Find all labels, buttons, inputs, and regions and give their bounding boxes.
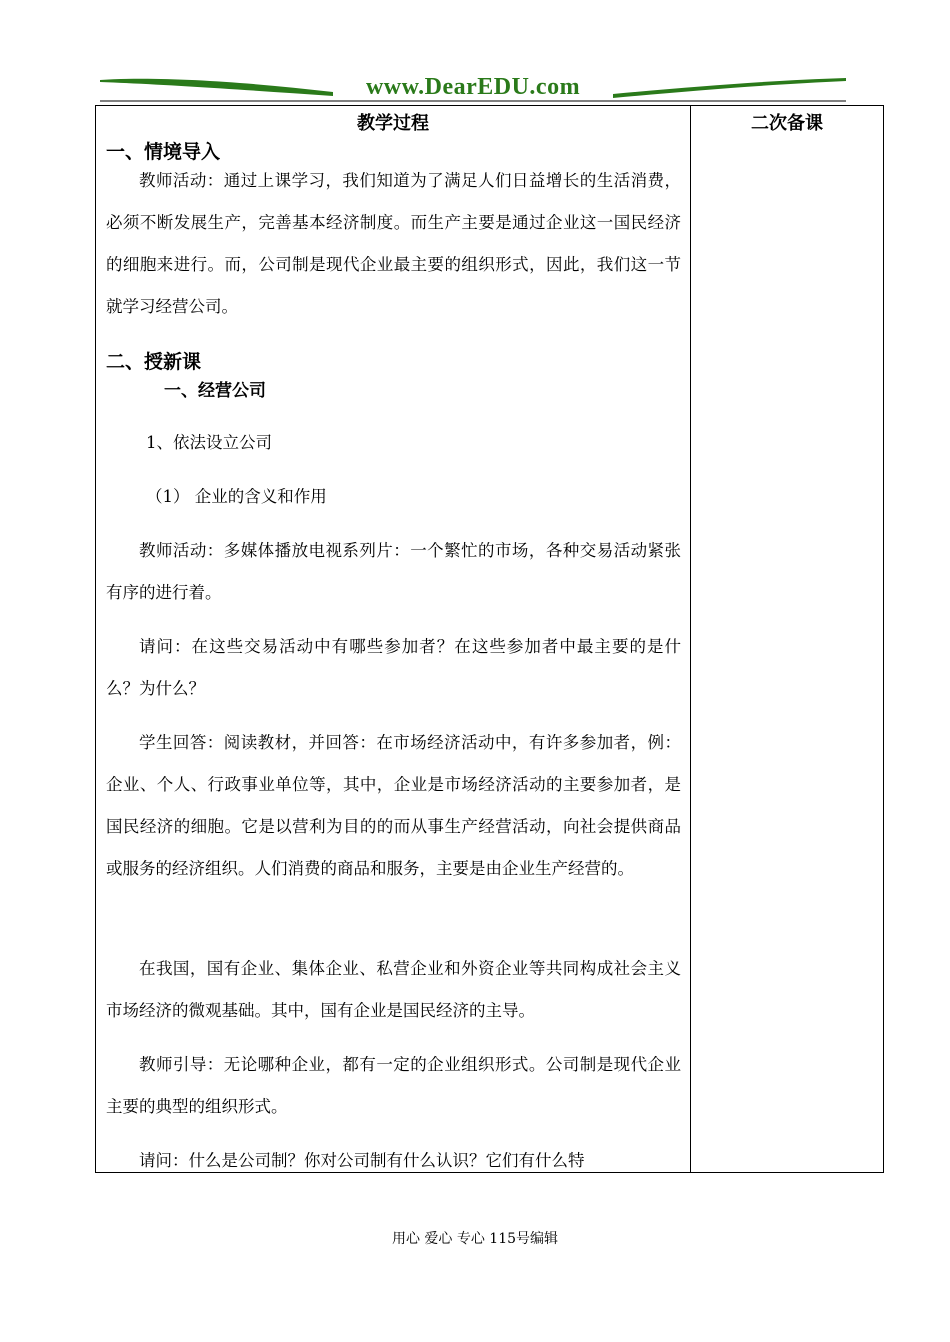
section2-title: 二、授新课	[106, 351, 202, 373]
second-prep-column	[691, 106, 883, 1172]
section1-paragraph: 教师活动：通过上课学习，我们知道为了满足人们日益增长的生活消费，必须不断发展生产，完善基本经济制度。而生产主要是通过企业这一国民经济的细胞来进行。而，公司制是现代企业最主要的组织形式，因此，我们这一节就学习经营公司。	[106, 171, 681, 316]
item-1: 1、依法设立公司	[146, 433, 272, 452]
main-column-header: 教学过程	[357, 113, 429, 134]
header-banner	[98, 72, 848, 108]
site-logo-text: www.DearEDU.com	[365, 74, 581, 100]
question-paragraph-2: 请问：什么是公司制？你对公司制有什么认识？它们有什么特	[139, 1151, 585, 1170]
student-answer-paragraph: 学生回答：阅读教材，并回答：在市场经济活动中，有许多参加者，例：企业、个人、行政事业单位等，其中，企业是市场经济活动的主要参加者，是国民经济的细胞。它是以营利为目的的而从事生产经营活动，向社会提供商品或服务的经济组织。人们消费的商品和服务，主要是由企业生产经营的。	[106, 733, 681, 878]
side-column-header: 二次备课	[751, 113, 823, 134]
question-paragraph-1: 请问：在这些交易活动中有哪些参加者？在这些参加者中最主要的是什么？为什么？	[106, 637, 681, 698]
china-enterprise-paragraph: 在我国，国有企业、集体企业、私营企业和外资企业等共同构成社会主义市场经济的微观基础。其中，国有企业是国民经济的主导。	[106, 959, 681, 1020]
section1-title: 一、情境导入	[106, 141, 221, 163]
lesson-table	[95, 105, 884, 1173]
page-footer: 用心 爱心 专心 115号编辑	[391, 1231, 559, 1247]
teacher-guide-paragraph: 教师引导：无论哪种企业，都有一定的企业组织形式。公司制是现代企业主要的典型的组织形式。	[106, 1055, 681, 1116]
teacher-activity-paragraph: 教师活动：多媒体播放电视系列片：一个繁忙的市场，各种交易活动紧张有序的进行着。	[106, 541, 681, 602]
teaching-process-column	[96, 106, 690, 1172]
subsection-title: 一、经营公司	[164, 381, 266, 401]
item-1-1: （1） 企业的含义和作用	[146, 487, 327, 506]
